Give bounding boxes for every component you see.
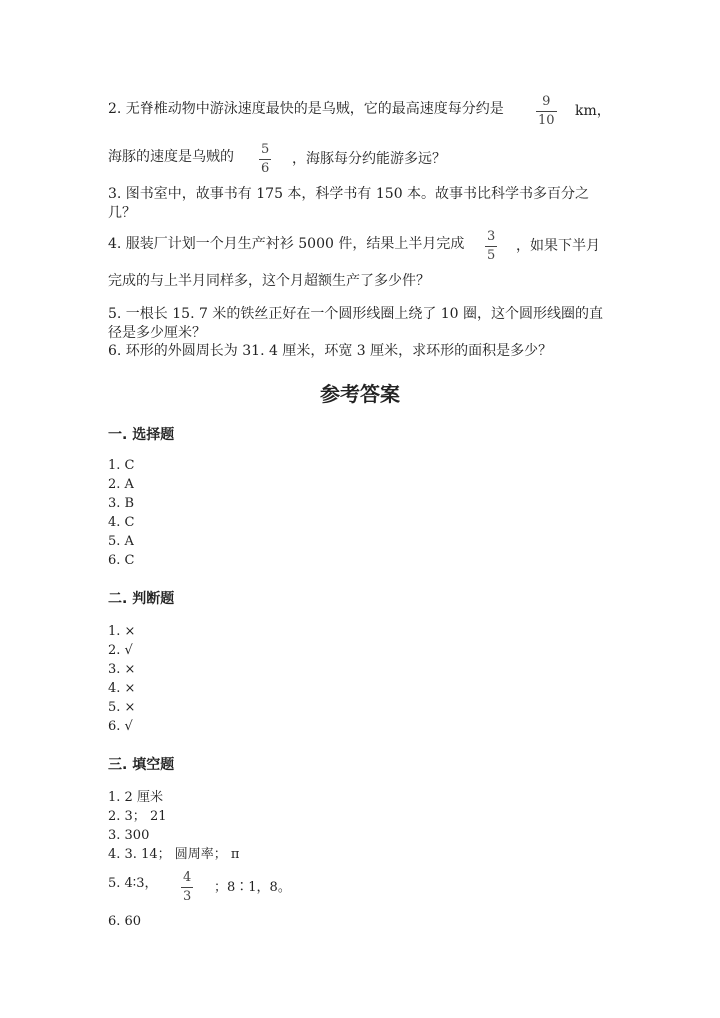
answer-item: 4. × [108, 681, 136, 696]
fraction-numerator: 9 [542, 94, 551, 109]
q2-unit: km， [575, 103, 611, 119]
answer-item-5-b: ；8∶1，8。 [214, 880, 291, 895]
fraction-bar [259, 159, 271, 160]
fraction-4-3 [181, 871, 193, 904]
fraction-5-6 [259, 143, 271, 176]
q5-line1: 5. 一根长 15. 7 米的铁丝正好在一个圆形线圈上绕了 10 圈，这个圆形线圈的直 [108, 306, 604, 322]
q2-line1: 2. 无脊椎动物中游泳速度最快的是乌贼，它的最高速度每分约是 [108, 101, 504, 117]
fraction-denominator: 10 [538, 113, 555, 128]
answer-item: 5. × [108, 700, 136, 715]
answer-item: 3. 300 [108, 828, 150, 843]
answer-item: 1. 2 厘米 [108, 790, 163, 805]
fraction-numerator: 3 [487, 229, 496, 244]
q3-line1: 3. 图书室中，故事书有 175 本，科学书有 150 本。故事书比科学书多百分之 [108, 186, 590, 202]
answer-item: 6. C [108, 553, 135, 568]
fraction-bar [485, 246, 497, 247]
fraction-denominator: 5 [487, 248, 496, 263]
q2-line2-a: 海豚的速度是乌贼的 [108, 149, 234, 165]
section-heading-fill: 三. 填空题 [108, 757, 175, 773]
fraction-bar [536, 111, 557, 112]
fraction-numerator: 5 [261, 142, 270, 157]
answer-item: 3. B [108, 496, 135, 511]
q4-line1-b: ，如果下半月 [516, 238, 600, 254]
answer-item: 2. 3； 21 [108, 809, 167, 824]
fraction-denominator: 3 [183, 889, 192, 904]
answer-item: 6. √ [108, 719, 133, 734]
fraction-3-5 [485, 230, 497, 263]
fraction-bar [181, 887, 193, 888]
fraction-numerator: 4 [183, 870, 192, 885]
fraction-9-10 [536, 95, 557, 128]
answer-title: 参考答案 [320, 382, 400, 406]
answer-item: 1. C [108, 458, 135, 473]
section-heading-judge: 二. 判断题 [108, 591, 175, 607]
answer-item: 5. A [108, 534, 134, 549]
answer-item: 4. C [108, 515, 135, 530]
section-heading-choice: 一. 选择题 [108, 427, 175, 443]
answer-item-5-a: 5. 4∶3， [108, 876, 158, 891]
answer-item: 2. A [108, 477, 134, 492]
q6-line1: 6. 环形的外圆周长为 31. 4 厘米，环宽 3 厘米，求环形的面积是多少？ [108, 343, 553, 359]
q4-line1-a: 4. 服装厂计划一个月生产衬衫 5000 件，结果上半月完成 [108, 236, 465, 252]
answer-item: 4. 3. 14； 圆周率； π [108, 847, 240, 862]
answer-item: 3. × [108, 662, 136, 677]
q3-line2: 几？ [108, 205, 136, 221]
q5-line2: 径是多少厘米？ [108, 325, 206, 341]
q2-line2-b: ，海豚每分约能游多远？ [292, 151, 446, 167]
fraction-denominator: 6 [261, 161, 270, 176]
answer-item: 6. 60 [108, 914, 142, 929]
answer-item: 2. √ [108, 643, 133, 658]
answer-item: 1. × [108, 624, 136, 639]
q4-line2: 完成的与上半月同样多，这个月超额生产了多少件？ [108, 273, 430, 289]
